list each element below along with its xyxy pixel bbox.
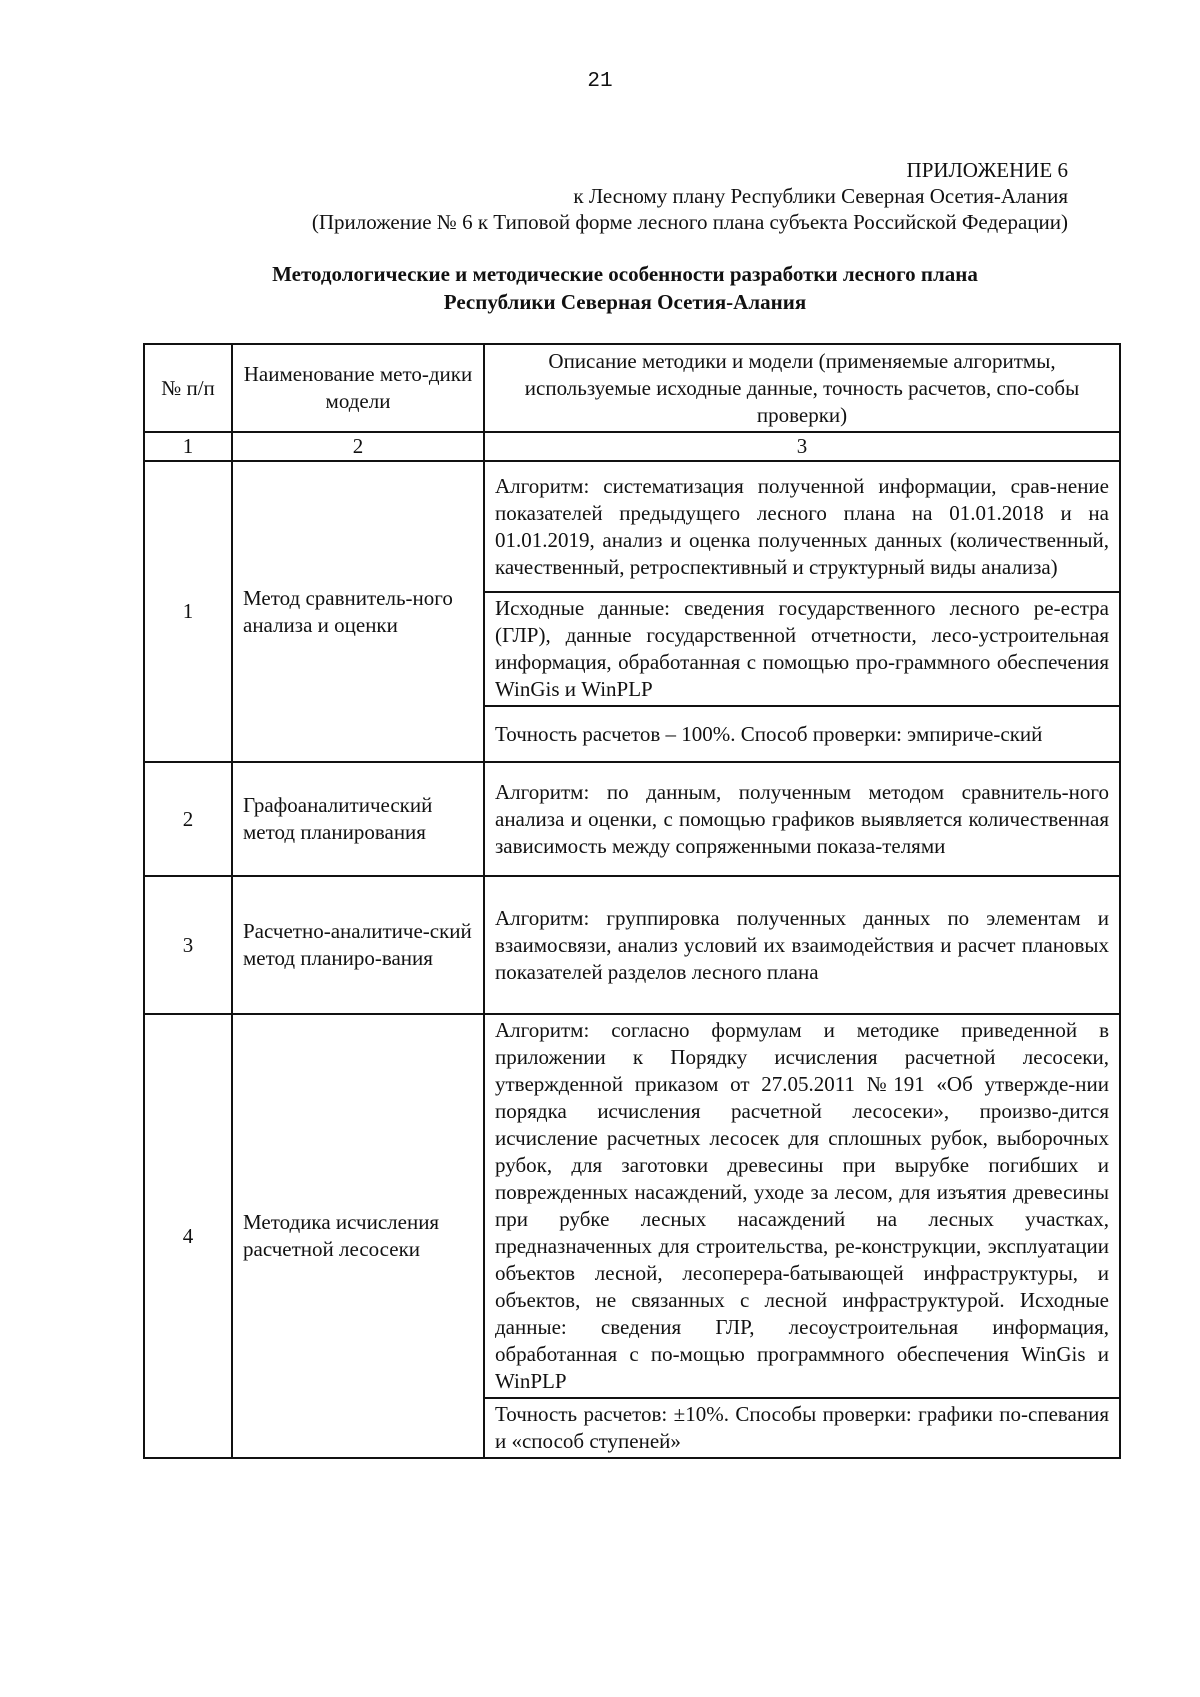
table-row (144, 876, 1120, 1014)
title-line-1: Методологические и методические особенности разработки лесного плана (272, 262, 978, 286)
method-name: Графоаналитический метод планирования (232, 762, 484, 876)
row-number: 2 (144, 762, 232, 876)
table-row (144, 1014, 1120, 1398)
description-algorithm: Алгоритм: систематизация полученной информации, срав-нение показателей предыдущего лесного плана на 01.01.2018 и на 01.01.2019, анализ и оценка полученных данных (количественный, качественный, ретроспективный и структурный виды анализа) (484, 461, 1120, 592)
page-number: 21 (587, 70, 613, 93)
method-name: Метод сравнитель-ного анализа и оценки (232, 461, 484, 762)
row-number: 3 (144, 876, 232, 1014)
description-algorithm: Алгоритм: по данным, полученным методом сравнитель-ного анализа и оценки, с помощью графиков выявляется количественная зависимость между сопряженными показа-телями (484, 762, 1120, 876)
index-cell-1: 1 (144, 432, 232, 461)
table-index-row (144, 432, 1120, 461)
title-line-2: Республики Северная Осетия-Алания (443, 290, 807, 314)
header-number: № п/п (144, 344, 232, 432)
table-row (144, 461, 1120, 592)
method-name: Расчетно-аналитиче-ский метод планиро-вания (232, 876, 484, 1014)
appendix-label: ПРИЛОЖЕНИЕ 6 (906, 158, 1068, 182)
header-description: Описание методики и модели (применяемые алгоритмы, используемые исходные данные, точность расчетов, спо-собы проверки) (484, 344, 1120, 432)
appendix-typical-form-reference: (Приложение № 6 к Типовой форме лесного плана субъекта Российской Федерации) (311, 210, 1068, 234)
index-cell-2: 2 (232, 432, 484, 461)
methods-table (143, 343, 1121, 1459)
document-title (130, 260, 1120, 316)
description-algorithm: Алгоритм: согласно формулам и методике приведенной в приложении к Порядку исчисления расчетной лесосеки, утвержденной приказом от 27.05.2011 №191 «Об утвержде-нии порядка исчисления расчетной лесосеки», произво-дится исчисление расчетных лесосек для сплошных рубок, выборочных рубок, для заготовки древесины при вырубке погибших и поврежденных насаждений, уходе за лесом, для изъятия древесины при рубке лесных насаждений на лесных участках, предназначенных для строительства, ре-конструкции, эксплуатации объектов лесной, лесоперера-батывающей инфраструктуры, и объектов, не связанных с лесной инфраструктурой. Исходные данные: сведения ГЛР, лесоустроительная информация, обработанная с по-мощью программного обеспечения WinGis и WinPLP (484, 1014, 1120, 1398)
row-number: 4 (144, 1014, 232, 1458)
table-header-row (144, 344, 1120, 432)
method-name: Методика исчисления расчетной лесосеки (232, 1014, 484, 1458)
table-row (144, 762, 1120, 876)
appendix-header (312, 157, 1068, 235)
appendix-reference: к Лесному плану Республики Северная Осетия-Алания (573, 184, 1068, 208)
description-source-data: Исходные данные: сведения государственного лесного ре-естра (ГЛР), данные государственной отчетности, лесо-устроительная информация, обработанная с помощью про-граммного обеспечения WinGis и WinPLP (484, 592, 1120, 706)
index-cell-3: 3 (484, 432, 1120, 461)
description-algorithm: Алгоритм: группировка полученных данных по элементам и взаимосвязи, анализ условий их взаимодействия и расчет плановых показателей разделов лесного плана (484, 876, 1120, 1014)
description-accuracy: Точность расчетов – 100%. Способ проверки: эмпириче-ский (484, 706, 1120, 762)
row-number: 1 (144, 461, 232, 762)
header-method-name: Наименование мето-дики модели (232, 344, 484, 432)
description-accuracy: Точность расчетов: ±10%. Способы проверки: графики по-спевания и «способ ступеней» (484, 1398, 1120, 1458)
